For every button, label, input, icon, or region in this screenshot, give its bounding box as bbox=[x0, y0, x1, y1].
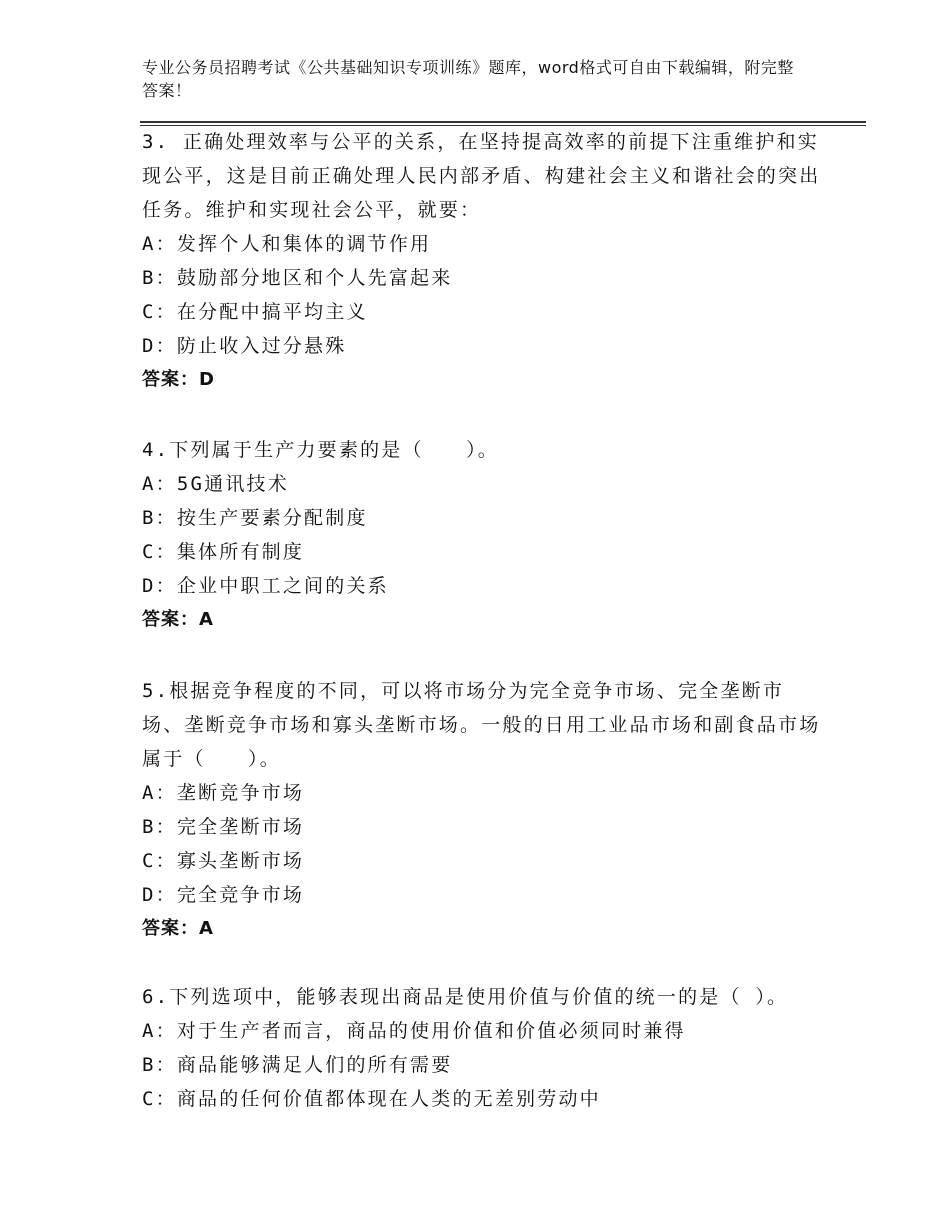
header-divider-thick bbox=[140, 121, 866, 123]
option-a: A：对于生产者而言，商品的使用价值和价值必须同时兼得 bbox=[142, 1020, 686, 1042]
option-a: A：发挥个人和集体的调节作用 bbox=[142, 233, 432, 255]
question-stem: 5.根据竞争程度的不同，可以将市场分为完全竞争市场、完全垄断市场、垄断竞争市场和寡头垄断市场。一般的日用工业品市场和副食品市场属于（ ）。 bbox=[142, 680, 821, 770]
option-b: B：按生产要素分配制度 bbox=[142, 507, 368, 529]
question-6 bbox=[142, 980, 822, 1116]
option-c: C：集体所有制度 bbox=[142, 541, 305, 563]
option-c: C：商品的任何价值都体现在人类的无差别劳动中 bbox=[142, 1088, 601, 1110]
question-stem: 4.下列属于生产力要素的是（ ）。 bbox=[142, 439, 499, 461]
question-5 bbox=[142, 674, 822, 946]
answer: 答案：A bbox=[142, 918, 214, 939]
option-b: B：商品能够满足人们的所有需要 bbox=[142, 1054, 453, 1076]
question-4 bbox=[142, 433, 822, 637]
option-a: A：垄断竞争市场 bbox=[142, 782, 305, 804]
option-d: D：完全竞争市场 bbox=[142, 884, 305, 906]
option-b: B：鼓励部分地区和个人先富起来 bbox=[142, 267, 453, 289]
option-d: D：企业中职工之间的关系 bbox=[142, 575, 389, 597]
option-c: C：在分配中搞平均主义 bbox=[142, 301, 368, 323]
question-stem: 3. 正确处理效率与公平的关系，在坚持提高效率的前提下注重维护和实现公平，这是目前正确处理人民内部矛盾、构建社会主义和谐社会的突出任务。维护和实现社会公平，就要： bbox=[142, 131, 821, 221]
option-b: B：完全垄断市场 bbox=[142, 816, 305, 838]
question-3 bbox=[142, 125, 822, 397]
question-stem: 6.下列选项中，能够表现出商品是使用价值与价值的统一的是（ ）。 bbox=[142, 986, 789, 1008]
option-a: A：5G通讯技术 bbox=[142, 473, 289, 495]
option-d: D：防止收入过分悬殊 bbox=[142, 335, 347, 357]
option-c: C：寡头垄断市场 bbox=[142, 850, 305, 872]
answer: 答案：A bbox=[142, 609, 214, 630]
answer: 答案：D bbox=[142, 369, 215, 390]
document-header: 专业公务员招聘考试《公共基础知识专项训练》题库，word格式可自由下载编辑，附完整答案！ bbox=[142, 58, 794, 100]
